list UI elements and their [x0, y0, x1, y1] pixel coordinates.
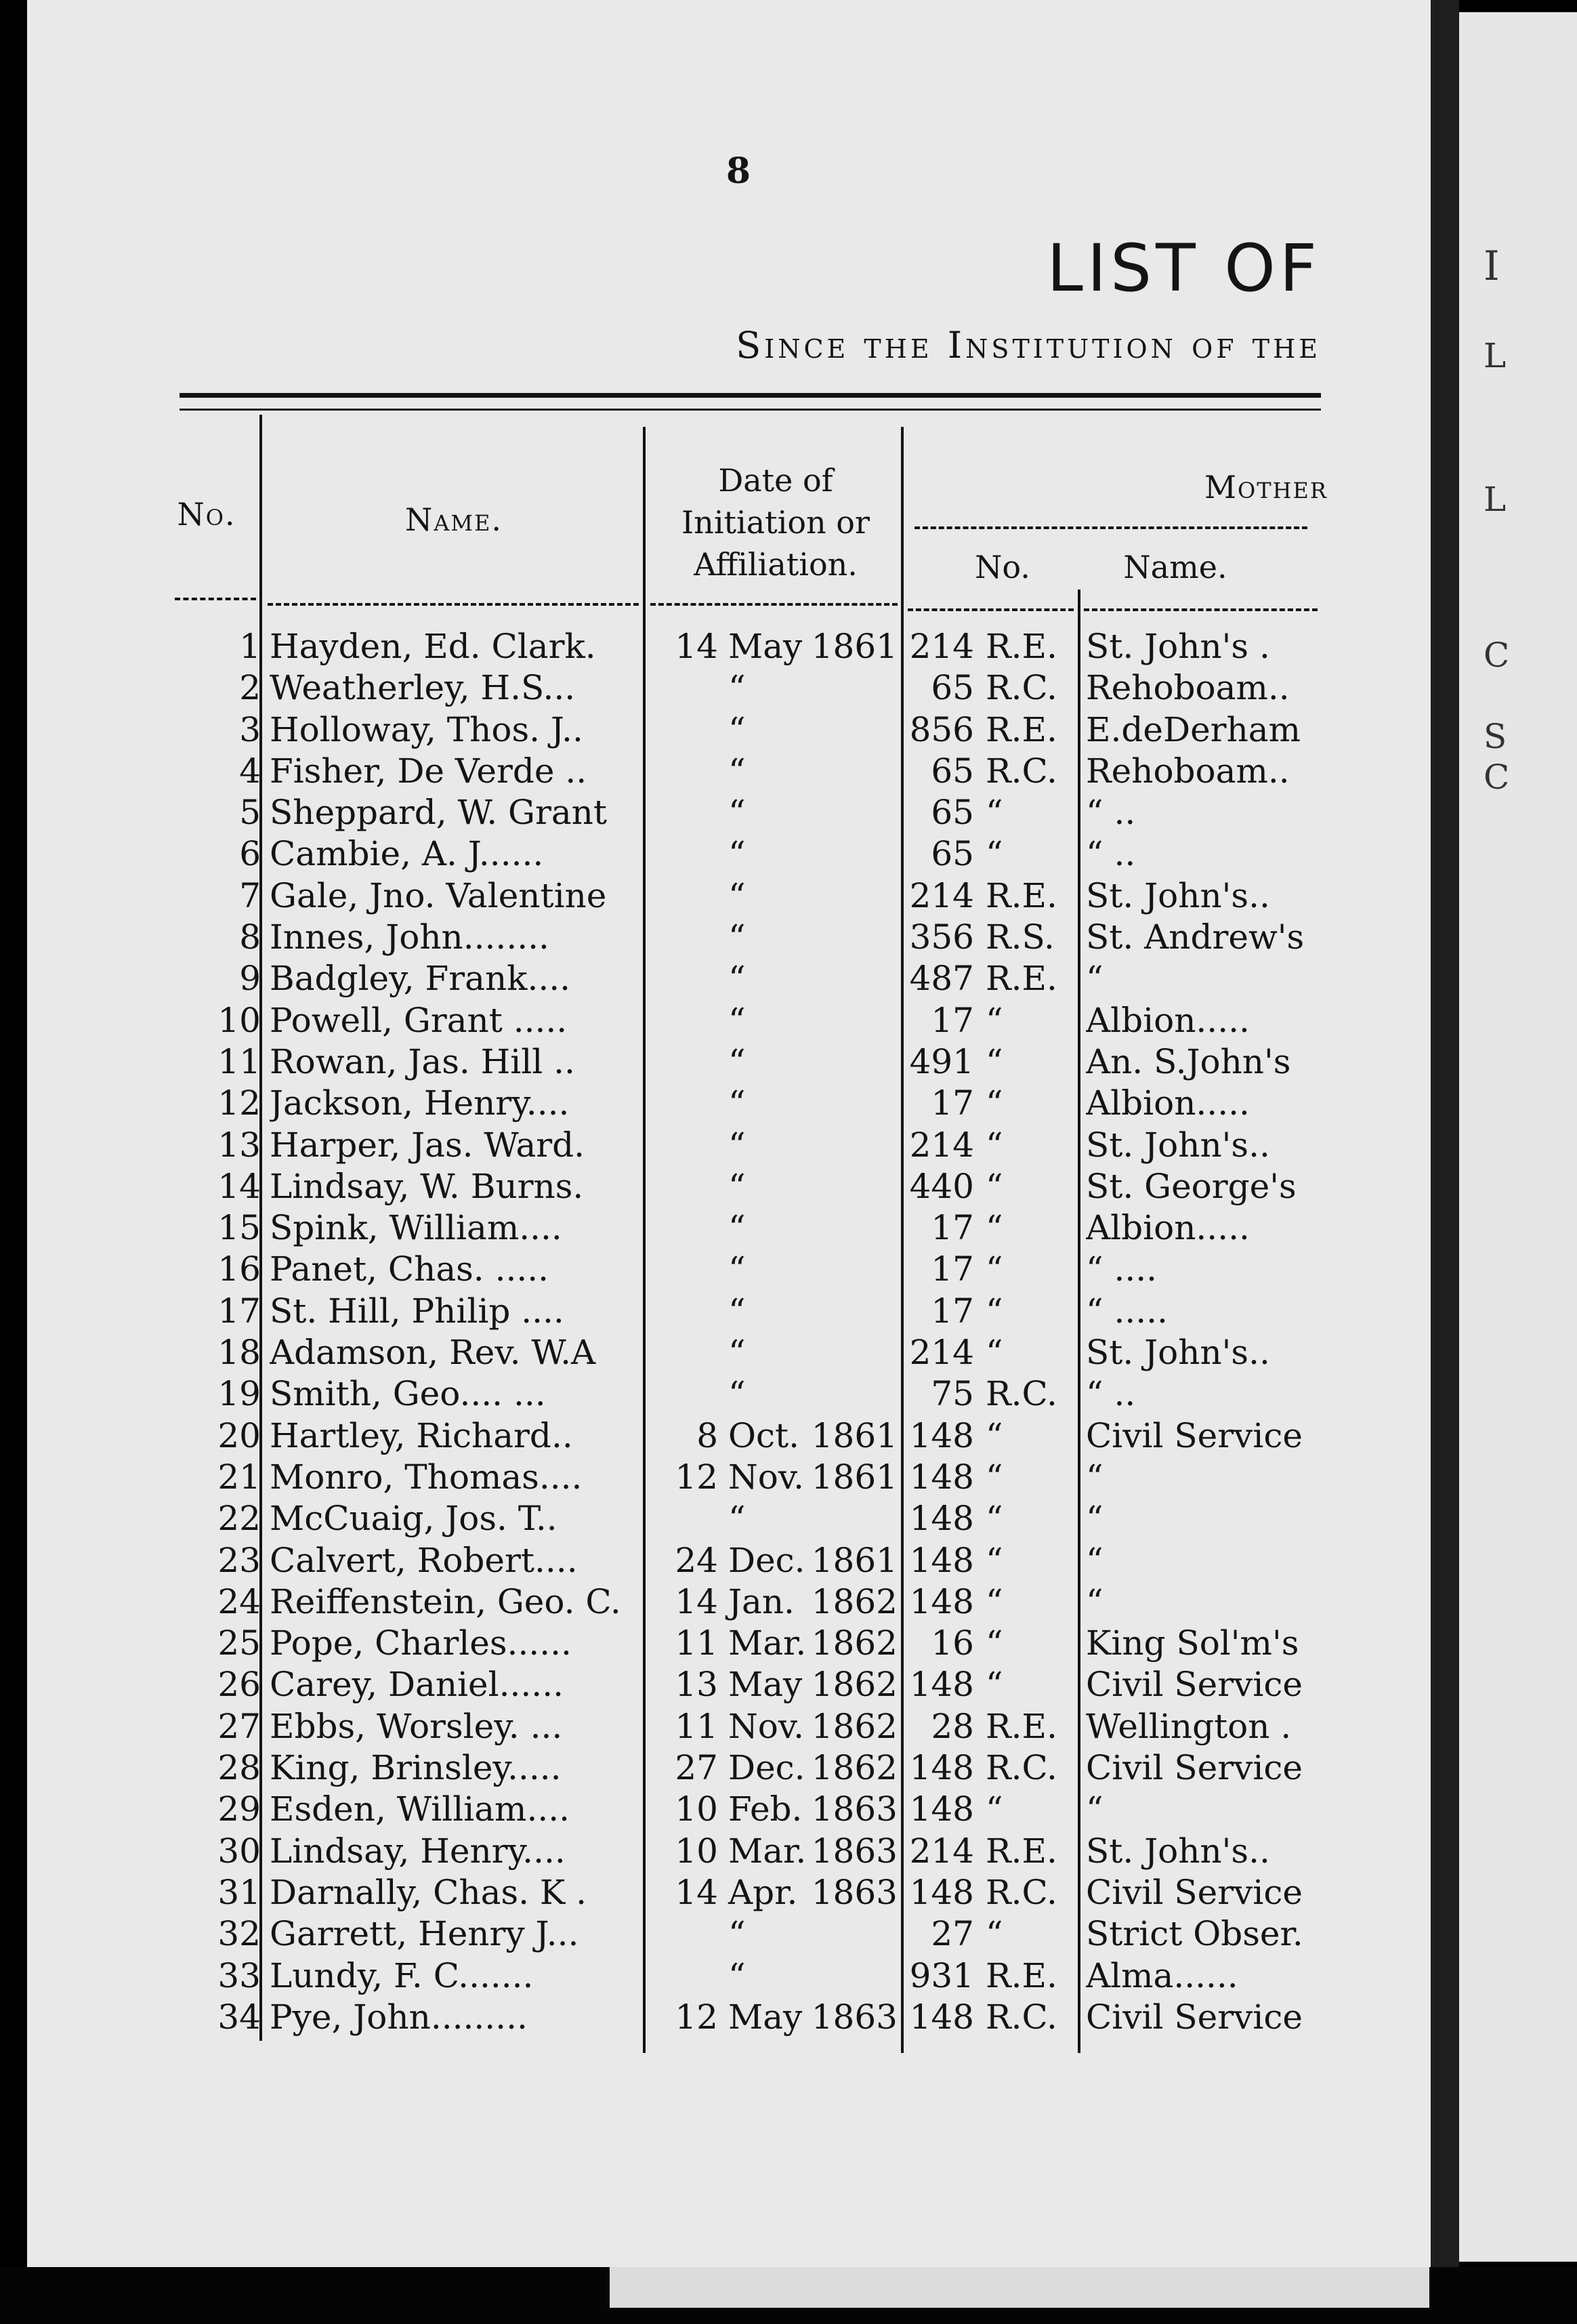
table-row [0, 1125, 1423, 1167]
initiation-day: 10 [675, 1831, 718, 1871]
member-name: Esden, William.... [270, 1789, 570, 1829]
mother-lodge-rite: R.E. [986, 709, 1057, 749]
header-underline-mother-no [908, 608, 1074, 611]
table-row [0, 793, 1423, 834]
mother-lodge-number: 17 [931, 1249, 974, 1289]
mother-lodge-rite: R.E. [986, 959, 1057, 999]
member-name: Harper, Jas. Ward. [270, 1125, 585, 1165]
facing-page-letter: C [1484, 758, 1510, 797]
initiation-month: May [728, 1997, 803, 2037]
mother-lodge-name: St. John's.. [1086, 1831, 1270, 1871]
mother-lodge-number: 27 [931, 1914, 974, 1954]
mother-lodge-number: 148 [909, 1540, 974, 1580]
table-row [0, 1789, 1423, 1831]
initiation-month: Mar. [728, 1831, 807, 1871]
row-number: 14 [217, 1166, 261, 1206]
initiation-month: Dec. [728, 1540, 805, 1580]
row-number: 28 [217, 1748, 261, 1788]
mother-lodge-rite: R.E. [986, 1706, 1057, 1746]
table-row [0, 1001, 1423, 1042]
member-name: Lindsay, Henry.... [270, 1831, 566, 1871]
table-row [0, 1499, 1423, 1540]
mother-lodge-rite: “ [986, 1333, 1003, 1373]
initiation-month: “ [728, 1499, 746, 1539]
title-rule-thick [180, 393, 1321, 398]
mother-lodge-number: 856 [909, 709, 974, 749]
title-rule-thin [180, 409, 1321, 411]
table-row [0, 1623, 1423, 1665]
header-underline-date [650, 603, 898, 606]
initiation-day: 11 [675, 1706, 718, 1746]
facing-page-letter: I [1484, 243, 1500, 290]
header-mother-no: No. [975, 549, 1030, 585]
initiation-day: 13 [675, 1665, 718, 1705]
header-mother: Mother [1204, 469, 1328, 505]
row-number: 1 [239, 627, 261, 666]
mother-lodge-number: 148 [909, 1665, 974, 1705]
table-row [0, 1831, 1423, 1873]
page-gutter [1431, 0, 1459, 2267]
mother-lodge-rite: “ [986, 834, 1003, 874]
mother-lodge-name: Wellington . [1086, 1706, 1292, 1746]
initiation-day: 14 [675, 627, 718, 666]
mother-lodge-name: Strict Obser. [1086, 1914, 1303, 1954]
mother-lodge-name: “ .... [1086, 1249, 1158, 1289]
mother-lodge-name: Alma...... [1086, 1955, 1238, 1995]
row-number: 12 [217, 1083, 261, 1123]
mother-lodge-rite: “ [986, 1125, 1003, 1165]
initiation-day: 10 [675, 1789, 718, 1829]
table-row [0, 627, 1423, 668]
mother-lodge-rite: “ [986, 1914, 1003, 1954]
row-number: 4 [239, 751, 261, 791]
mother-lodge-number: 931 [909, 1955, 974, 1995]
mother-lodge-name: E.deDerham [1086, 709, 1301, 749]
mother-lodge-rite: R.E. [986, 875, 1057, 915]
header-date-line3: Affiliation. [694, 546, 858, 583]
initiation-month: Nov. [728, 1457, 805, 1497]
initiation-month: “ [728, 668, 746, 708]
member-name: Gale, Jno. Valentine [270, 875, 607, 915]
mother-lodge-number: 214 [909, 1125, 974, 1165]
mother-lodge-name: St. Andrew's [1086, 917, 1305, 957]
mother-lodge-name: Rehoboam.. [1086, 751, 1290, 791]
mother-lodge-rite: “ [986, 1540, 1003, 1580]
mother-lodge-rite: “ [986, 1623, 1003, 1663]
mother-lodge-number: 214 [909, 1333, 974, 1373]
mother-lodge-rite: R.C. [986, 1872, 1057, 1912]
mother-lodge-rite: “ [986, 1665, 1003, 1705]
member-name: Cambie, A. J...... [270, 834, 544, 874]
row-number: 20 [217, 1415, 261, 1455]
mother-lodge-rite: R.C. [986, 1374, 1057, 1414]
table-row [0, 1083, 1423, 1125]
mother-lodge-name: St. John's.. [1086, 1125, 1270, 1165]
mother-lodge-number: 17 [931, 1291, 974, 1331]
mother-lodge-number: 214 [909, 875, 974, 915]
row-number: 8 [239, 917, 261, 957]
member-name: Hartley, Richard.. [270, 1415, 573, 1455]
mother-lodge-name: “ .. [1086, 793, 1136, 833]
initiation-month: “ [728, 751, 746, 791]
row-number: 26 [217, 1665, 261, 1705]
row-number: 29 [217, 1789, 261, 1829]
header-mother-name: Name. [1123, 549, 1227, 585]
row-number: 10 [217, 1000, 261, 1040]
initiation-month: “ [728, 1083, 746, 1123]
mother-lodge-rite: R.C. [986, 1997, 1057, 2037]
table-row [0, 1374, 1423, 1415]
mother-lodge-number: 17 [931, 1208, 974, 1248]
facing-page-letter: C [1484, 636, 1510, 675]
mother-header-dashes [914, 526, 1307, 529]
mother-lodge-rite: R.E. [986, 627, 1057, 666]
initiation-day: 12 [675, 1457, 718, 1497]
initiation-month: “ [728, 1374, 746, 1414]
initiation-year: 1861 [811, 1540, 898, 1580]
mother-lodge-name: Albion..... [1086, 1083, 1250, 1123]
initiation-day: 8 [696, 1415, 718, 1455]
initiation-month: Apr. [728, 1872, 798, 1912]
mother-lodge-rite: “ [986, 1000, 1003, 1040]
mother-lodge-name: Civil Service [1086, 1415, 1303, 1455]
row-number: 19 [217, 1374, 261, 1414]
member-name: McCuaig, Jos. T.. [270, 1499, 558, 1539]
header-underline-no [175, 598, 256, 600]
mother-lodge-rite: “ [986, 1499, 1003, 1539]
member-name: Adamson, Rev. W.A [270, 1333, 596, 1373]
initiation-month: Feb. [728, 1789, 803, 1829]
table-row [0, 1914, 1423, 1955]
mother-lodge-rite: R.E. [986, 1831, 1057, 1871]
member-name: Holloway, Thos. J.. [270, 709, 583, 749]
mother-lodge-name: Civil Service [1086, 1997, 1303, 2037]
initiation-month: “ [728, 1291, 746, 1331]
table-row [0, 710, 1423, 751]
row-number: 33 [217, 1955, 261, 1995]
member-name: Pye, John......... [270, 1997, 528, 2037]
mother-lodge-number: 65 [931, 751, 974, 791]
mother-lodge-number: 28 [931, 1706, 974, 1746]
member-name: King, Brinsley..... [270, 1748, 562, 1788]
initiation-year: 1861 [811, 1415, 898, 1455]
initiation-day: 14 [675, 1581, 718, 1621]
table-row [0, 1748, 1423, 1789]
header-underline-mother-name [1084, 608, 1318, 611]
mother-lodge-number: 16 [931, 1623, 974, 1663]
page-subtitle: Since the Institution of the [736, 324, 1321, 367]
mother-lodge-name: “ [1086, 1581, 1103, 1621]
initiation-month: May [728, 627, 803, 666]
member-name: Panet, Chas. ..... [270, 1249, 549, 1289]
row-number: 15 [217, 1208, 261, 1248]
member-name: Rowan, Jas. Hill .. [270, 1041, 575, 1081]
member-name: Monro, Thomas.... [270, 1457, 583, 1497]
mother-lodge-name: Albion..... [1086, 1000, 1250, 1040]
row-number: 31 [217, 1872, 261, 1912]
table-row [0, 1707, 1423, 1748]
initiation-day: 12 [675, 1997, 718, 2037]
initiation-month: “ [728, 959, 746, 999]
table-row [0, 834, 1423, 875]
mother-lodge-name: “ [1086, 1789, 1103, 1829]
initiation-month: Dec. [728, 1748, 805, 1788]
facing-page-edge [1459, 12, 1577, 2262]
member-name: Carey, Daniel...... [270, 1665, 564, 1705]
mother-lodge-name: St. John's.. [1086, 1333, 1270, 1373]
member-name: Powell, Grant ..... [270, 1000, 568, 1040]
table-row [0, 1042, 1423, 1083]
member-name: Fisher, De Verde .. [270, 751, 587, 791]
row-number: 6 [239, 834, 261, 874]
initiation-year: 1863 [811, 1789, 898, 1829]
member-name: Spink, William.... [270, 1208, 562, 1248]
mother-lodge-number: 148 [909, 1872, 974, 1912]
initiation-month: “ [728, 709, 746, 749]
mother-lodge-name: “ [1086, 1457, 1103, 1497]
table-row [0, 1541, 1423, 1582]
member-name: Badgley, Frank.... [270, 959, 571, 999]
mother-lodge-number: 65 [931, 793, 974, 833]
initiation-year: 1863 [811, 1831, 898, 1871]
mother-lodge-name: “ [1086, 1499, 1103, 1539]
member-name: Lindsay, W. Burns. [270, 1166, 584, 1206]
initiation-year: 1863 [811, 1997, 898, 2037]
row-number: 16 [217, 1249, 261, 1289]
member-name: St. Hill, Philip .... [270, 1291, 564, 1331]
mother-lodge-name: “ .. [1086, 1374, 1136, 1414]
member-name: Sheppard, W. Grant [270, 793, 607, 833]
initiation-year: 1862 [811, 1748, 898, 1788]
table-row [0, 1997, 1423, 2039]
mother-lodge-number: 356 [909, 917, 974, 957]
register-table [0, 627, 1423, 2039]
row-number: 27 [217, 1706, 261, 1746]
initiation-month: “ [728, 1041, 746, 1081]
initiation-day: 11 [675, 1623, 718, 1663]
row-number: 24 [217, 1581, 261, 1621]
row-number: 11 [217, 1041, 261, 1081]
header-name: Name. [404, 501, 503, 538]
mother-lodge-rite: R.E. [986, 1955, 1057, 1995]
member-name: Darnally, Chas. K . [270, 1872, 587, 1912]
mother-lodge-rite: “ [986, 1208, 1003, 1248]
mother-lodge-rite: “ [986, 1083, 1003, 1123]
mother-lodge-name: “ ..... [1086, 1291, 1168, 1331]
mother-lodge-number: 148 [909, 1581, 974, 1621]
header-date-line2: Initiation or [681, 504, 870, 541]
initiation-month: “ [728, 1208, 746, 1248]
initiation-day: 14 [675, 1872, 718, 1912]
facing-page-letter: S [1484, 717, 1507, 756]
initiation-month: “ [728, 1249, 746, 1289]
mother-lodge-name: “ [1086, 1540, 1103, 1580]
initiation-year: 1862 [811, 1581, 898, 1621]
initiation-year: 1861 [811, 1457, 898, 1497]
mother-lodge-name: “ .. [1086, 834, 1136, 874]
member-name: Reiffenstein, Geo. C. [270, 1581, 621, 1621]
initiation-year: 1862 [811, 1706, 898, 1746]
initiation-year: 1863 [811, 1872, 898, 1912]
mother-lodge-rite: “ [986, 1041, 1003, 1081]
mother-lodge-number: 148 [909, 1415, 974, 1455]
row-number: 30 [217, 1831, 261, 1871]
row-number: 22 [217, 1499, 261, 1539]
mother-lodge-number: 65 [931, 834, 974, 874]
initiation-month: Mar. [728, 1623, 807, 1663]
member-name: Jackson, Henry.... [270, 1083, 570, 1123]
mother-lodge-number: 148 [909, 1499, 974, 1539]
initiation-month: “ [728, 1000, 746, 1040]
mother-lodge-rite: “ [986, 793, 1003, 833]
mother-lodge-rite: “ [986, 1581, 1003, 1621]
mother-lodge-rite: “ [986, 1166, 1003, 1206]
mother-lodge-name: Albion..... [1086, 1208, 1250, 1248]
mother-lodge-rite: R.S. [986, 917, 1055, 957]
table-row [0, 1249, 1423, 1291]
mother-lodge-name: “ [1086, 959, 1103, 999]
initiation-month: “ [728, 793, 746, 833]
table-row [0, 1582, 1423, 1623]
mother-lodge-number: 491 [909, 1041, 974, 1081]
member-name: Garrett, Henry J... [270, 1914, 579, 1954]
mother-lodge-name: Civil Service [1086, 1748, 1303, 1788]
initiation-month: “ [728, 1914, 746, 1954]
row-number: 9 [239, 959, 261, 999]
mother-lodge-name: St. John's . [1086, 627, 1270, 666]
table-row [0, 1457, 1423, 1499]
mother-lodge-rite: R.C. [986, 668, 1057, 708]
mother-lodge-name: Rehoboam.. [1086, 668, 1290, 708]
mother-lodge-number: 214 [909, 1831, 974, 1871]
member-name: Ebbs, Worsley. ... [270, 1706, 563, 1746]
mother-lodge-rite: “ [986, 1249, 1003, 1289]
initiation-month: Nov. [728, 1706, 805, 1746]
table-row [0, 668, 1423, 709]
row-number: 25 [217, 1623, 261, 1663]
facing-page-letter: L [1484, 336, 1507, 375]
member-name: Calvert, Robert.... [270, 1540, 578, 1580]
header-date-line1: Date of [718, 462, 833, 499]
mother-lodge-name: King Sol'm's [1086, 1623, 1299, 1663]
mother-lodge-number: 487 [909, 959, 974, 999]
row-number: 23 [217, 1540, 261, 1580]
mother-lodge-name: St. John's.. [1086, 875, 1270, 915]
page-number: 8 [726, 150, 751, 192]
row-number: 2 [239, 668, 261, 708]
table-row [0, 1873, 1423, 1914]
table-row [0, 917, 1423, 959]
table-row [0, 1208, 1423, 1249]
header-underline-name [268, 603, 639, 606]
facing-page-letter: L [1484, 480, 1507, 519]
mother-lodge-number: 65 [931, 668, 974, 708]
mother-lodge-name: Civil Service [1086, 1872, 1303, 1912]
row-number: 7 [239, 875, 261, 915]
mother-lodge-rite: “ [986, 1415, 1003, 1455]
initiation-month: “ [728, 1166, 746, 1206]
mother-lodge-name: St. George's [1086, 1166, 1297, 1206]
mother-lodge-name: Civil Service [1086, 1665, 1303, 1705]
table-row [0, 751, 1423, 793]
table-row [0, 876, 1423, 917]
table-row [0, 1665, 1423, 1706]
mother-lodge-number: 148 [909, 1997, 974, 2037]
row-number: 18 [217, 1333, 261, 1373]
initiation-month: “ [728, 1333, 746, 1373]
initiation-month: “ [728, 1955, 746, 1995]
initiation-month: “ [728, 1125, 746, 1165]
initiation-month: “ [728, 834, 746, 874]
mother-lodge-number: 148 [909, 1748, 974, 1788]
mother-lodge-rite: R.C. [986, 751, 1057, 791]
page-title: LIST OF [1047, 230, 1321, 306]
row-number: 5 [239, 793, 261, 833]
initiation-day: 27 [675, 1748, 718, 1788]
mother-lodge-number: 17 [931, 1083, 974, 1123]
initiation-year: 1862 [811, 1665, 898, 1705]
table-row [0, 1956, 1423, 1997]
mother-lodge-rite: R.C. [986, 1748, 1057, 1788]
mother-lodge-number: 148 [909, 1457, 974, 1497]
initiation-year: 1861 [811, 627, 898, 666]
initiation-month: “ [728, 917, 746, 957]
mother-lodge-rite: “ [986, 1457, 1003, 1497]
member-name: Smith, Geo.... ... [270, 1374, 546, 1414]
mother-lodge-name: An. S.John's [1086, 1041, 1291, 1081]
initiation-month: Oct. [728, 1415, 799, 1455]
mother-lodge-number: 214 [909, 627, 974, 666]
mother-lodge-rite: “ [986, 1291, 1003, 1331]
member-name: Weatherley, H.S... [270, 668, 576, 708]
initiation-month: Jan. [728, 1581, 795, 1621]
member-name: Lundy, F. C....... [270, 1955, 534, 1995]
initiation-month: “ [728, 875, 746, 915]
initiation-year: 1862 [811, 1623, 898, 1663]
member-name: Hayden, Ed. Clark. [270, 627, 596, 666]
mother-lodge-number: 75 [931, 1374, 974, 1414]
row-number: 34 [217, 1997, 261, 2037]
mother-lodge-number: 440 [909, 1166, 974, 1206]
row-number: 32 [217, 1914, 261, 1954]
table-row [0, 1167, 1423, 1208]
table-row [0, 1416, 1423, 1457]
mother-lodge-rite: “ [986, 1789, 1003, 1829]
row-number: 17 [217, 1291, 261, 1331]
page-bottom-edge [610, 2267, 1429, 2308]
mother-lodge-number: 17 [931, 1000, 974, 1040]
table-row [0, 1333, 1423, 1374]
row-number: 3 [239, 709, 261, 749]
table-row [0, 959, 1423, 1000]
row-number: 13 [217, 1125, 261, 1165]
member-name: Innes, John........ [270, 917, 549, 957]
initiation-month: May [728, 1665, 803, 1705]
row-number: 21 [217, 1457, 261, 1497]
mother-lodge-number: 148 [909, 1789, 974, 1829]
table-row [0, 1291, 1423, 1333]
member-name: Pope, Charles...... [270, 1623, 572, 1663]
header-no: No. [177, 496, 236, 533]
initiation-day: 24 [675, 1540, 718, 1580]
